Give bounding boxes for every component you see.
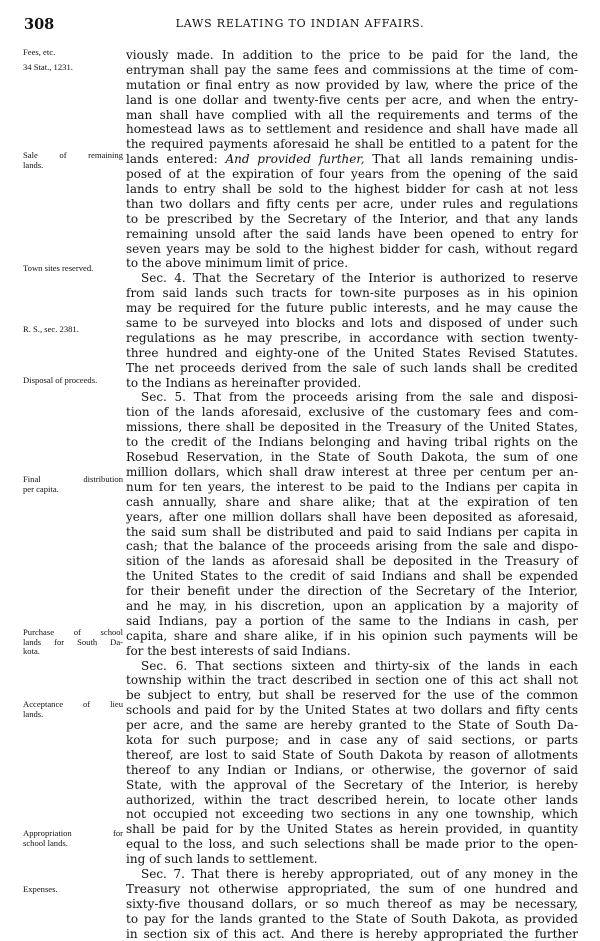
body-text [126,48,578,941]
margin-note-appropriation: Appropriation for school lands. [23,828,123,848]
text-line: State, with the approval of the Secretary of the Interior, is hereby [126,777,578,792]
text-line: capita, share and share alike, if in his opinion such payments will be [126,628,578,643]
text-line: than two dollars and fifty cents per acre, under rules and regulations [126,196,578,211]
text-line: man shall have complied with all the requirements and terms of the [126,107,578,122]
text-line: sixty-five thousand dollars, or so much thereof as may be necessary, [126,896,578,911]
text-line: regulations as he may prescribe, in accordance with section twenty- [126,330,578,345]
text-line: to the above minimum limit of price. [126,256,349,271]
text-line: to pay for the lands granted to the State of South Dakota, as provided [126,911,578,926]
text-line: seven years may be sold to the highest bidder for cash, without regard [126,241,578,256]
margin-note-fees: Fees, etc. [23,47,56,57]
text-line: the United States to the credit of said Indians and shall be expended [126,569,578,584]
text-line: missions, there shall be deposited in the Treasury of the United States, [126,420,578,435]
text-line: shall be paid for by the United States as herein provided, in quantity [126,822,578,837]
text-line: the required payments aforesaid he shall be entitled to a patent for the [126,137,578,152]
margin-note-final-distribution: Final distribution per capita. [23,474,123,494]
text-line: thereof, are lost to said State of South Dakota by reason of allotments [126,747,578,762]
text-line: and he may, in his discretion, upon an application by a majority of [126,598,578,613]
text-line: mutation or final entry as now provided by law, where the price of the [126,77,578,92]
margin-note-statute-citation: 34 Stat., 1231. [23,62,73,72]
margin-note-lieu-lands: Acceptance of lieu lands. [23,699,123,719]
text-line: land is one dollar and twenty-five cents per acre, and when the entry- [126,92,578,107]
text-line: authorized, within the tract described herein, to locate other lands [126,792,578,807]
margin-note-town-sites: Town sites reserved. [23,263,94,273]
section-5-start: Sec. 5. That from the proceeds arising from the sale and disposi- [141,390,578,405]
text-line: sition of the lands as aforesaid shall be deposited in the Treasury of [126,554,578,569]
text-line: per acre, and the same are hereby granted to the State of South Da- [126,718,578,733]
text-line: the said sum shall be distributed and paid to said Indians per capita in [126,524,578,539]
text-line: tion of the lands aforesaid, exclusive of the customary fees and com- [126,405,578,420]
text-line: be subject to entry, but shall be reserved for the use of the common [126,688,578,703]
text-line: to be prescribed by the Secretary of the Interior, and that any lands [126,211,578,226]
text-line: viously made. In addition to the price to be paid for the land, the [126,48,578,62]
text-line: for their benefit under the direction of the Secretary of the Interior, [126,584,578,599]
running-header [0,16,600,32]
text-line: cash; that the balance of the proceeds arising from the sale and dispo- [126,539,578,554]
text-line: in section six of this act. And there is hereby appropriated the further [126,926,578,941]
section-7-start: Sec. 7. That there is hereby appropriated, out of any money in the [141,866,578,881]
text-line: township within the tract described in section one of this act shall not [126,673,578,688]
margin-note-sale-of-remaining-lands: Sale of remaining lands. [23,150,123,170]
text-line: The net proceeds derived from the sale of such lands shall be credited [126,360,578,375]
margin-note-revised-statutes: R. S., sec. 2381. [23,324,79,334]
text-line: lands entered: And provided further, That all lands remaining undis- [126,152,578,167]
running-title: LAWS RELATING TO INDIAN AFFAIRS. [175,17,425,30]
text-line: Treasury not otherwise appropriated, the sum of one hundred and [126,881,578,896]
text-line: num for ten years, the interest to be paid to the Indians per capita in [126,479,578,494]
text-line: said Indians, pay a portion of the same to the Indians in cash, per [126,613,578,628]
text-line: same to be surveyed into blocks and lots and disposed of under such [126,316,578,331]
text-line: million dollars, which shall draw interest at three per centum per an- [126,464,578,479]
text-line: not occupied not exceeding two sections in any one township, which [126,807,578,822]
margin-note-disposal-of-proceeds: Disposal of proceeds. [23,375,98,385]
text-line: to the credit of the Indians belonging and having tribal rights on the [126,435,578,450]
text-line: ing of such lands to settlement. [126,852,318,867]
text-line: from said lands such tracts for town-site purposes as in his opinion [126,286,578,301]
section-6-start: Sec. 6. That sections sixteen and thirty-six of the lands in each [141,658,578,673]
text-line: remaining unsold after the said lands have been opened to entry for [126,226,578,241]
section-4-start: Sec. 4. That the Secretary of the Interior is authorized to reserve [141,271,578,286]
text-line: equal to the loss, and such selections shall be made prior to the open- [126,837,578,852]
text-line: for the best interests of said Indians. [126,643,351,658]
italic-proviso: And provided further, [225,152,365,167]
text-line: posed of at the expiration of four years from the opening of the said [126,167,578,182]
text-line: cash annually, share and share alike; that at the expiration of ten [126,494,578,509]
text-line: Rosebud Reservation, in the State of South Dakota, the sum of one [126,450,578,465]
margin-note-school-lands-purchase: Purchase of school lands for South Da- kota. [23,627,123,657]
text-line: lands to entry shall be sold to the highest bidder for cash at not less [126,182,578,197]
text-line: homestead laws as to settlement and residence and shall have made all [126,122,578,137]
text-line: thereof to any Indian or Indians, or otherwise, the governor of said [126,762,578,777]
text-line: entryman shall pay the same fees and commissions at the time of com- [126,62,578,77]
text-line: three hundred and eighty-one of the United States Revised Statutes. [126,345,578,360]
text-line: may be required for the future public interests, and he may cause the [126,301,578,316]
text-line: kota for such purpose; and in case any of said sections, or parts [126,732,578,747]
text-line: schools and paid for by the United States at two dollars and fifty cents [126,703,578,718]
text-line: to the Indians as hereinafter provided. [126,375,362,390]
page-number: 308 [24,16,55,33]
text-line: years, after one million dollars shall have been deposited as aforesaid, [126,509,578,524]
margin-note-expenses: Expenses. [23,884,58,894]
